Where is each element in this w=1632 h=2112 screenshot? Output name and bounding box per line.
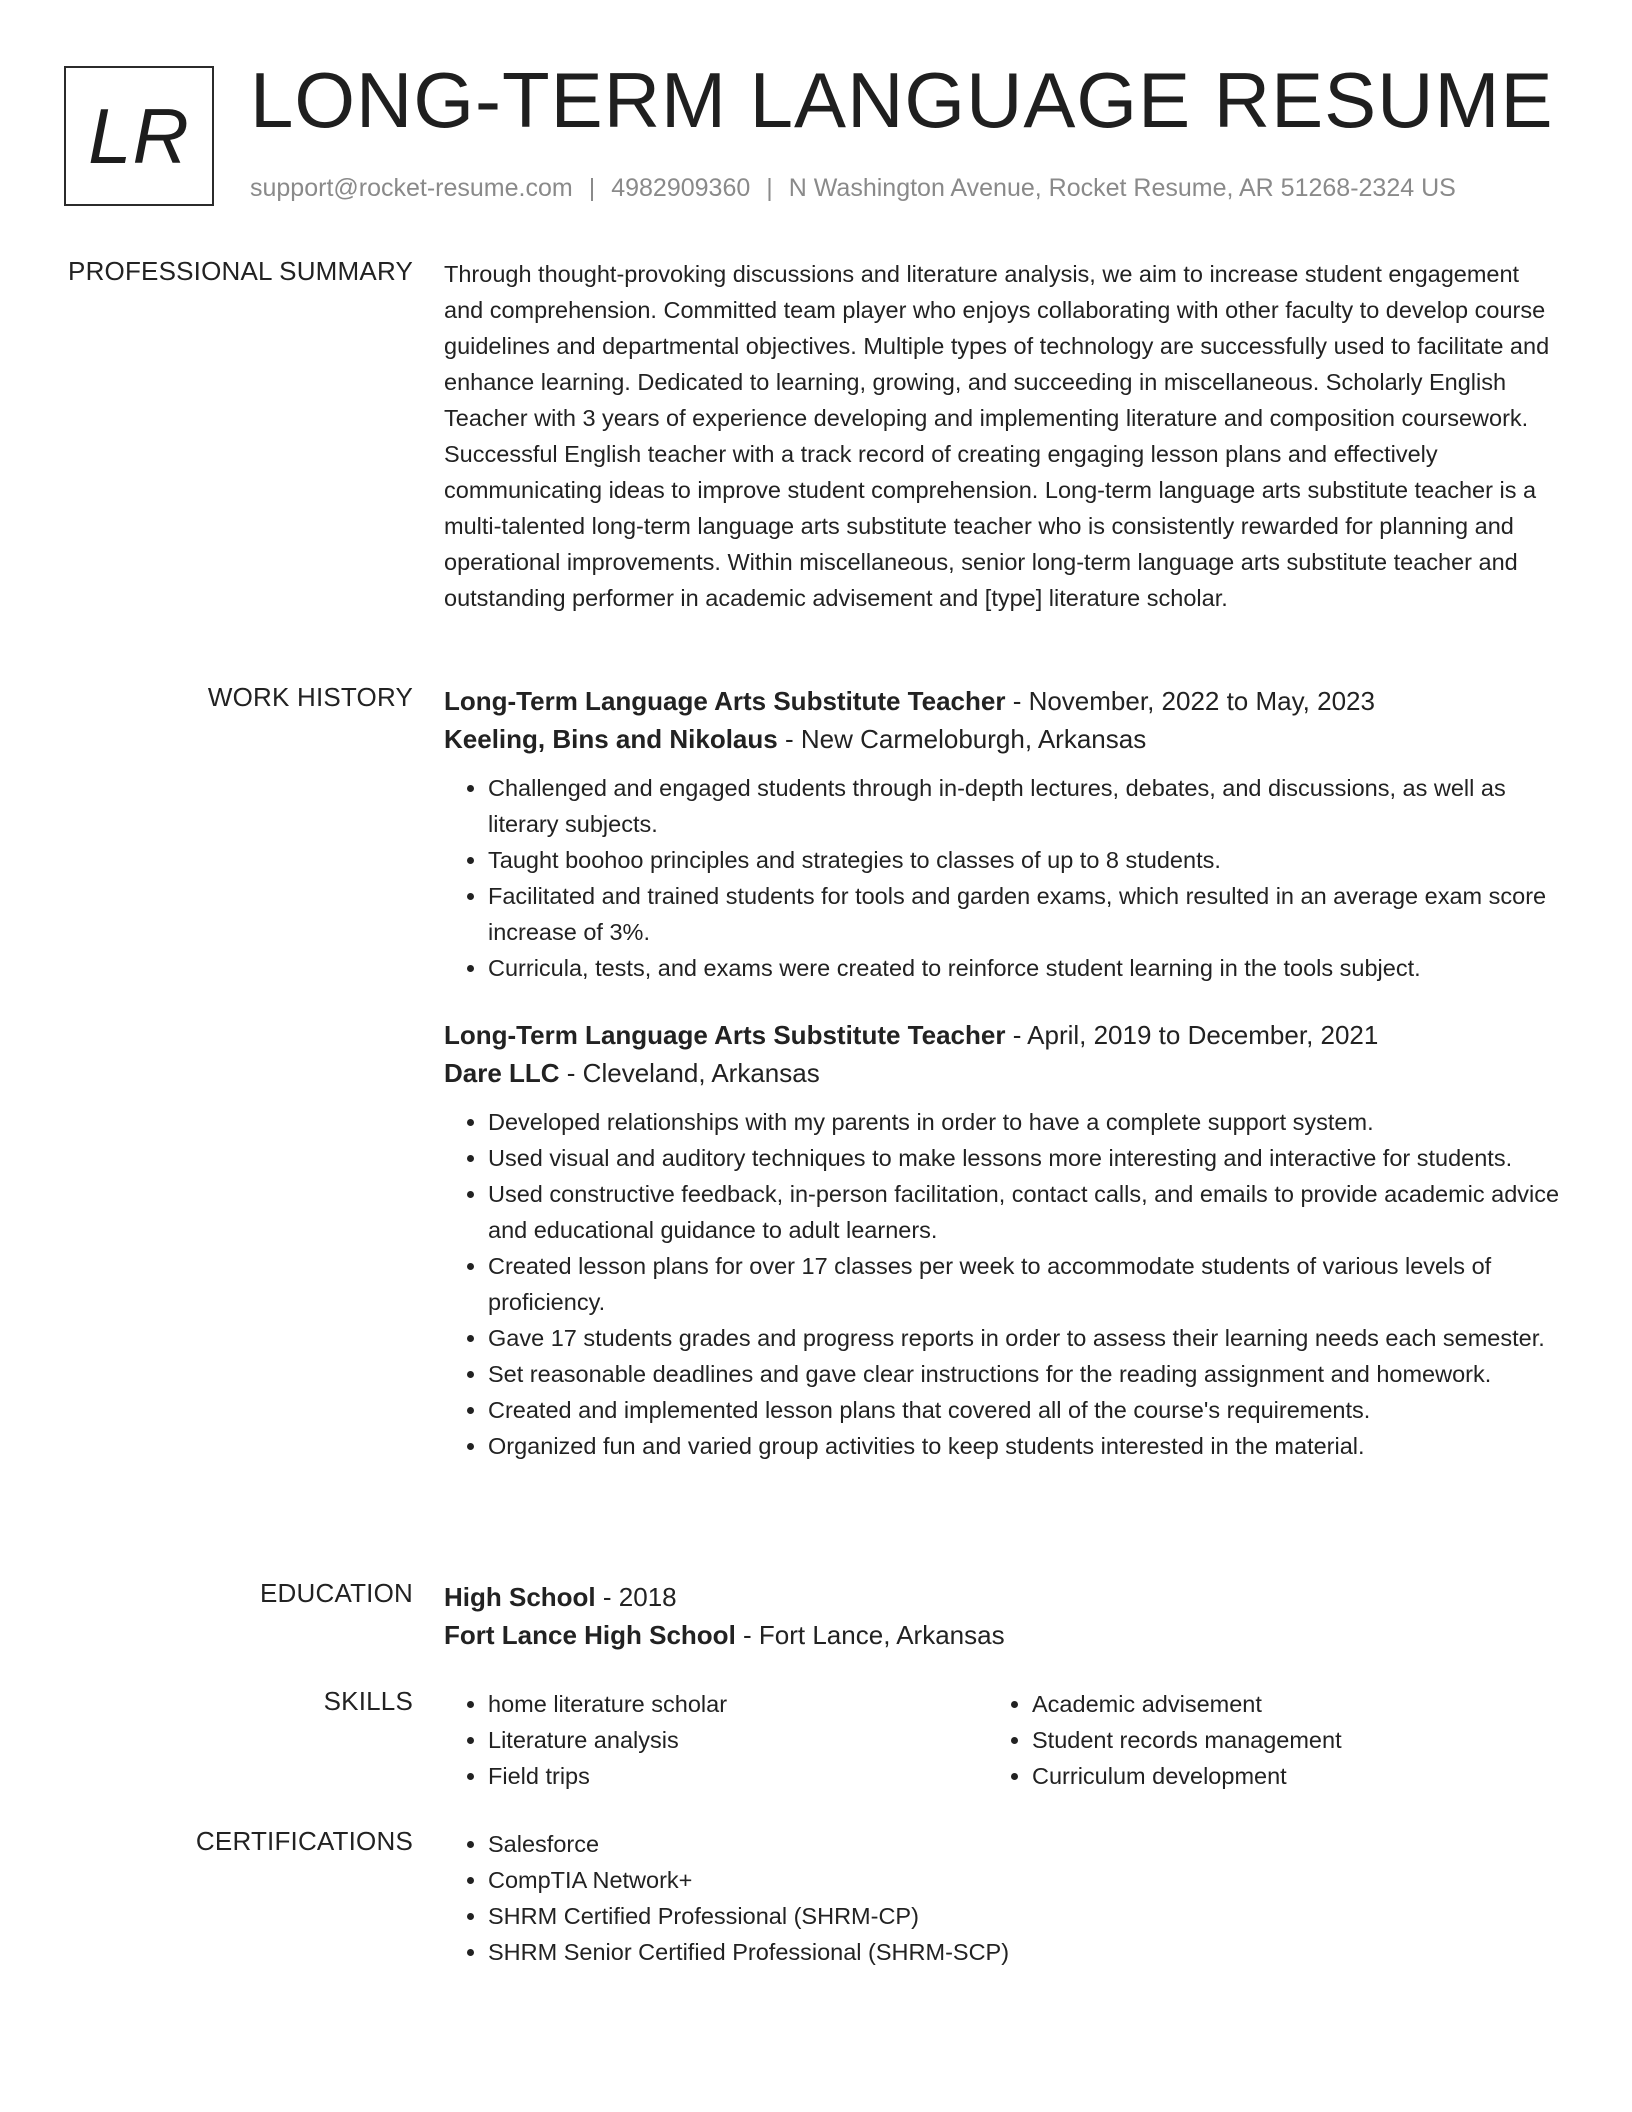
skills-list-left: [444, 1686, 988, 1794]
list-item: • Field trips: [488, 1758, 988, 1794]
list-item: • Used visual and auditory techniques to make lessons more interesting and interactive for students.: [488, 1140, 1560, 1176]
list-item: • home literature scholar: [488, 1686, 988, 1722]
section-title-education: EDUCATION: [260, 1578, 413, 1608]
job-company: Keeling, Bins and Nikolaus: [444, 724, 778, 754]
job-dates: - April, 2019 to December, 2021: [1005, 1020, 1379, 1050]
contact-address: N Washington Avenue, Rocket Resume, AR 51268-2324 US: [788, 174, 1456, 202]
job-role: Long-Term Language Arts Substitute Teacher: [444, 1020, 1006, 1050]
list-item: • Literature analysis: [488, 1722, 988, 1758]
education-location: - Fort Lance, Arkansas: [735, 1620, 1005, 1650]
job-role-line: [444, 1016, 1560, 1054]
list-item: • SHRM Certified Professional (SHRM-CP): [488, 1898, 1560, 1934]
list-item: • Taught boohoo principles and strategies to classes of up to 8 students.: [488, 842, 1560, 878]
education-body: [444, 1578, 1560, 1654]
job-entry: [444, 682, 1560, 986]
skills-list-right: [988, 1686, 1532, 1794]
job-company-line: [444, 1054, 1560, 1092]
job-location: - New Carmeloburgh, Arkansas: [777, 724, 1147, 754]
contact-separator: |: [766, 174, 773, 202]
summary-body: [444, 256, 1560, 616]
education-school: Fort Lance High School: [444, 1620, 736, 1650]
list-item: • Used constructive feedback, in-person facilitation, contact calls, and emails to provide academic advice and educational guidance to adult learners.: [488, 1176, 1560, 1248]
list-item: • Salesforce: [488, 1826, 1560, 1862]
list-item: • Set reasonable deadlines and gave clear instructions for the reading assignment and homework.: [488, 1356, 1560, 1392]
job-bullets: [444, 770, 1560, 986]
education-year: - 2018: [595, 1582, 677, 1612]
contact-separator: |: [588, 174, 596, 202]
job-bullets: [444, 1104, 1560, 1464]
job-role: Long-Term Language Arts Substitute Teacher: [444, 686, 1006, 716]
list-item: • Curriculum development: [1032, 1758, 1532, 1794]
job-entry: [444, 1016, 1560, 1464]
education-school-line: [444, 1616, 1560, 1654]
education-degree-line: [444, 1578, 1560, 1616]
contact-phone[interactable]: 4982909360: [611, 174, 751, 202]
list-item: • Challenged and engaged students through in-depth lectures, debates, and discussions, as well as literary subjects.: [488, 770, 1560, 842]
list-item: • Gave 17 students grades and progress reports in order to assess their learning needs each semester.: [488, 1320, 1560, 1356]
section-title-summary: PROFESSIONAL SUMMARY: [68, 256, 413, 286]
summary-text: Through thought-provoking discussions and literature analysis, we aim to increase student engagement and comprehension. Committed team player who enjoys collaborating with other faculty to develop course guidelines and departmental objectives. Multiple types of technology are successfully used to facilitate and enhance learning. Dedicated to learning, growing, and succeeding in miscellaneous. Scholarly English Teacher with 3 years of experience developing and implementing literature and composition coursework. Successful English teacher with a track record of creating engaging lesson plans and effectively communicating ideas to improve student comprehension. Long-term language arts substitute teacher is a multi-talented long-term language arts substitute teacher who is consistently rewarded for planning and operational improvements. Within miscellaneous, senior long-term language arts substitute teacher and outstanding performer in academic advisement and [type] literature scholar.: [444, 261, 1550, 611]
certifications-body: [444, 1826, 1560, 1970]
work-body: [444, 682, 1560, 1464]
monogram-logo: LR: [64, 66, 214, 206]
list-item: • Academic advisement: [1032, 1686, 1532, 1722]
job-role-line: [444, 682, 1560, 720]
certifications-list: [444, 1826, 1560, 1970]
section-title-certifications: CERTIFICATIONS: [195, 1826, 413, 1856]
job-company-line: [444, 720, 1560, 758]
list-item: • SHRM Senior Certified Professional (SHRM-SCP): [488, 1934, 1560, 1970]
resume-title: LONG-TERM LANGUAGE RESUME: [250, 56, 1554, 144]
list-item: • Created lesson plans for over 17 classes per week to accommodate students of various levels of proficiency.: [488, 1248, 1560, 1320]
skills-body: [444, 1686, 1560, 1794]
list-item: • Organized fun and varied group activities to keep students interested in the material.: [488, 1428, 1560, 1464]
list-item: • Curricula, tests, and exams were created to reinforce student learning in the tools subject.: [488, 950, 1560, 986]
section-title-work: WORK HISTORY: [207, 682, 413, 712]
list-item: • CompTIA Network+: [488, 1862, 1560, 1898]
contact-email[interactable]: support@rocket-resume.com: [250, 174, 573, 202]
skills-grid: [444, 1686, 1560, 1794]
contact-line: [250, 174, 1456, 203]
list-item: • Student records management: [1032, 1722, 1532, 1758]
list-item: • Developed relationships with my parents in order to have a complete support system.: [488, 1104, 1560, 1140]
section-title-skills: SKILLS: [323, 1686, 413, 1716]
education-degree: High School: [444, 1582, 596, 1612]
job-company: Dare LLC: [444, 1058, 560, 1088]
job-location: - Cleveland, Arkansas: [559, 1058, 820, 1088]
list-item: • Facilitated and trained students for tools and garden exams, which resulted in an average exam score increase of 3%.: [488, 878, 1560, 950]
list-item: • Created and implemented lesson plans that covered all of the course's requirements.: [488, 1392, 1560, 1428]
job-dates: - November, 2022 to May, 2023: [1005, 686, 1375, 716]
